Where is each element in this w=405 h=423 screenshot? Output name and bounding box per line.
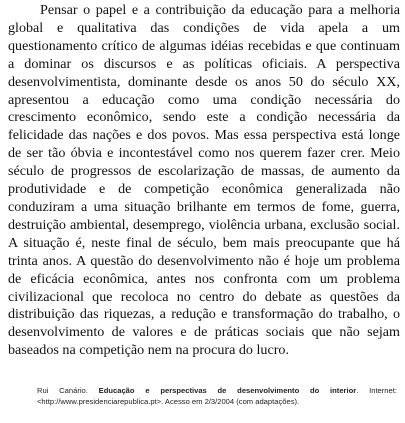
citation-after-title: . Internet:	[356, 386, 397, 395]
main-paragraph: Pensar o papel e a contribuição da educação para a melhoria global e qualitativa das condições de vida apela a um questionamento crítico de algumas idéias recebidas e que continuam a dominar os discursos e as políticas oficiais. A perspectiva desenvolvimentista, dominante desde os anos 50 do século XX, apresentou a educação como uma condição necessária do crescimento econômico, sendo este a condição necessária da felicidade das nações e dos povos. Mas essa perspectiva está longe de ser tão óbvia e incontestável como nos querem fazer crer. Meio século de progressos de escolarização de massas, de aumento da produtividade e de competição econômica generalizada não conduziram a uma situação brilhante em termos de fome, guerra, destruição ambiental, desemprego, violência urbana, exclusão social. A situação é, neste final de século, bem mais preocupante que há trinta anos. A questão do desenvolvimento não é hoje um problema de eficácia econômica, antes nos confronta com um problema civilizacional que recoloca no centro do debate as questões da distribuição das riquezas, a redução e transformação do trabalho, o desenvolvimento de valores e de práticas sociais que não sejam baseados na competição nem na procura do lucro.	[8, 2, 400, 359]
citation-title: Educação e perspectivas de desenvolvimento do interior	[98, 386, 357, 395]
citation-author: Rui Canário.	[37, 386, 88, 395]
citation-source: <http://www.presidenciarepublica.pt>. Acesso em 2/3/2004 (com adaptações).	[37, 397, 300, 406]
citation	[37, 385, 397, 407]
